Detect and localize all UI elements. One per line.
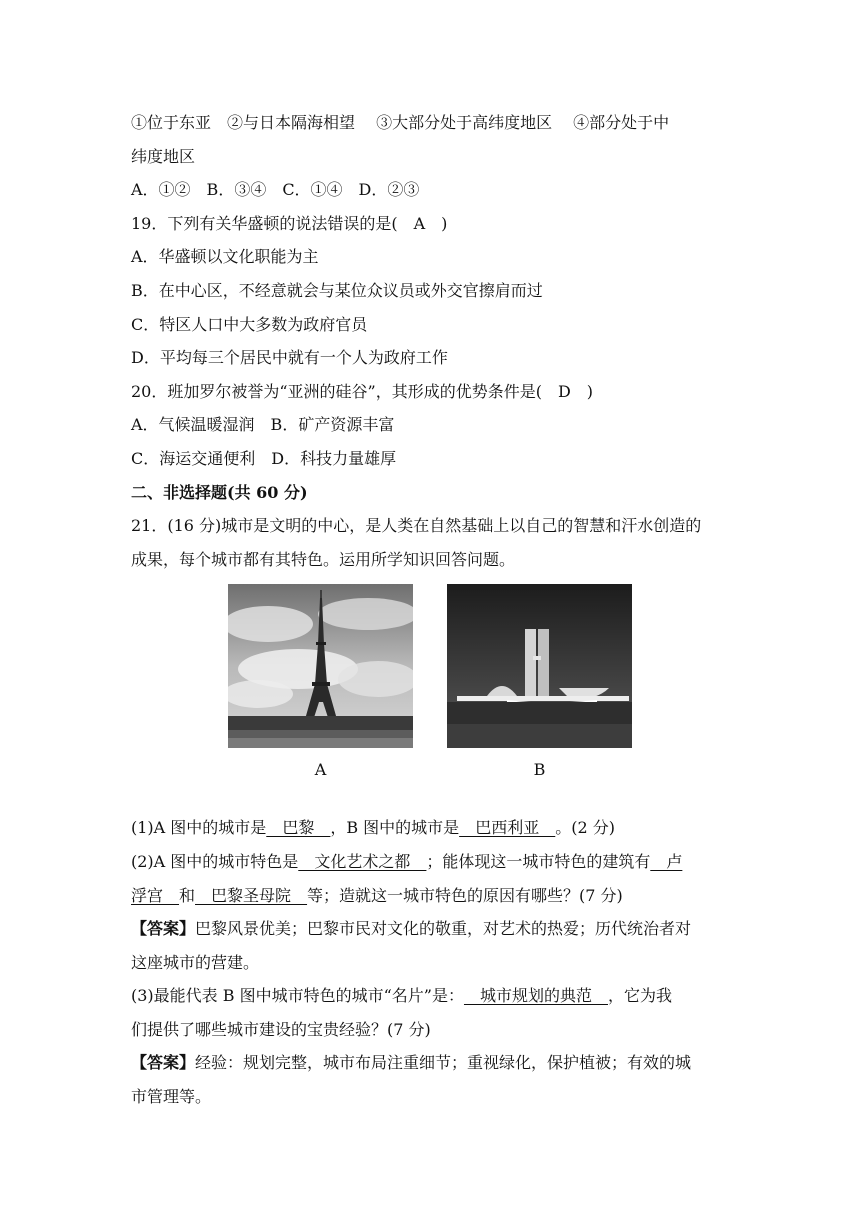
q21-part2-text1: (2)A 图中的城市特色是 — [131, 851, 299, 871]
answer-label: 【答案】 — [131, 1053, 196, 1073]
q21-part2-text2: ；能体现这一城市特色的建筑有 — [426, 851, 651, 871]
section-heading: 二、非选择题(共 60 分) — [131, 482, 308, 502]
q21-stem-line1: 21．(16 分)城市是文明的中心，是人类在自然基础上以自己的智慧和汗水创造的 — [131, 516, 702, 536]
q21-part1-answer2: __巴西利亚__ — [459, 818, 556, 838]
q19-option-a: A．华盛顿以文化职能为主 — [131, 247, 319, 267]
eiffel-tower-photo — [228, 584, 413, 748]
q21-part2-text3: 和 — [179, 885, 196, 905]
q21-part1-text2: ，B 图中的城市是 — [330, 818, 460, 838]
q21-part3-line2: 们提供了哪些城市建设的宝贵经验？(7 分) — [131, 1019, 431, 1039]
q21-answer2-line1 — [131, 912, 731, 946]
q21-part3-line1 — [131, 979, 731, 1013]
q21-part2-answer1: __文化艺术之都__ — [298, 851, 427, 871]
q21-part3-answer1: __城市规划的典范__ — [463, 986, 608, 1006]
q19-option-b: B．在中心区，不经意就会与某位众议员或外交官擦肩而过 — [131, 280, 543, 300]
q21-part3-text1: (3)最能代表 B 图中城市特色的城市“名片”是： — [131, 986, 464, 1006]
q21-part2-answer2b: 浮宫__ — [131, 885, 180, 905]
q19-option-d: D．平均每三个居民中就有一个人为政府工作 — [131, 348, 448, 368]
q21-part2-answer3: __巴黎圣母院__ — [195, 885, 308, 905]
q19-stem: 19．下列有关华盛顿的说法错误的是( A ) — [131, 213, 448, 233]
q21-part3-text2: ，它为我 — [607, 986, 672, 1006]
q20-options-cd: C．海运交通便利 D．科技力量雄厚 — [131, 448, 397, 468]
answer3-text1: 经验：规划完整，城市布局注重细节；重视绿化，保护植被；有效的城 — [195, 1053, 692, 1073]
q21-part1-text3: 。(2 分) — [555, 818, 615, 838]
q21-stem-line2: 成果，每个城市都有其特色。运用所学知识回答问题。 — [131, 549, 516, 569]
q18-options-line2: 纬度地区 — [131, 146, 196, 166]
exam-page — [131, 106, 731, 1114]
figure-row — [131, 576, 731, 811]
q21-part2-text4: 等；造就这一城市特色的原因有哪些？(7 分) — [307, 885, 623, 905]
q21-answer3-line2: 市管理等。 — [131, 1087, 212, 1107]
q18-choices: A．①② B．③④ C．①④ D．②③ — [131, 180, 420, 200]
answer2-text1: 巴黎风景优美；巴黎市民对文化的敬重，对艺术的热爱；历代统治者对 — [195, 919, 692, 939]
q21-part1-text1: (1)A 图中的城市是 — [131, 818, 267, 838]
q20-stem: 20．班加罗尔被誉为“亚洲的硅谷”，其形成的优势条件是( D ) — [131, 381, 594, 401]
answer-label: 【答案】 — [131, 919, 196, 939]
figure-b-label: B — [533, 760, 546, 780]
q21-part2-line1 — [131, 845, 731, 879]
figure-a-label: A — [314, 760, 327, 780]
brasilia-congress-photo — [447, 584, 632, 748]
q21-part1 — [131, 811, 731, 845]
q20-options-ab: A．气候温暖湿润 B．矿产资源丰富 — [131, 415, 395, 435]
q21-part1-answer1: __巴黎__ — [266, 818, 331, 838]
q21-answer2-line2: 这座城市的营建。 — [131, 952, 260, 972]
q19-option-c: C．特区人口中大多数为政府官员 — [131, 314, 368, 334]
q18-options-line1: ①位于东亚 ②与日本隔海相望 ③大部分处于高纬度地区 ④部分处于中 — [131, 113, 670, 132]
q21-answer3-line1 — [131, 1046, 731, 1080]
q21-part2-line2 — [131, 879, 731, 913]
q21-part2-answer2a: __卢 — [650, 851, 683, 871]
